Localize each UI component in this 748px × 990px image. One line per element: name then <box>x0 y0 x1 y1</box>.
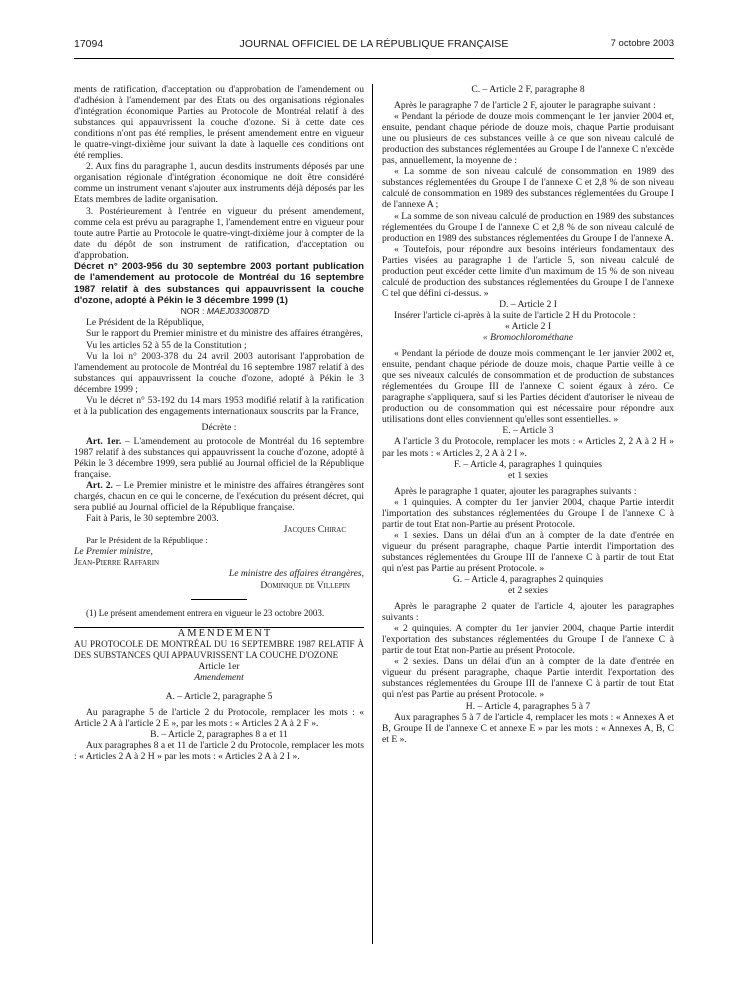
paragraph: Aux paragraphes 5 à 7 de l'article 4, remplacer les mots : « Annexes A et B, Groupe II de l'annexe C et annexe E » par les mots : « Annexes A, B, C et E ». <box>382 711 674 745</box>
left-column <box>74 84 364 762</box>
paragraph: 2. Aux fins du paragraphe 1, aucun desdits instruments déposés par une organisation régionale d'intégration économique ne doit être considéré comme un instrument venant s'ajouter aux instruments déjà déposés par les Etats membres de ladite organisation. <box>74 161 364 206</box>
paragraph: Le Président de la République, <box>86 317 205 329</box>
paragraph: Aux paragraphes 8 a et 11 de l'article 2 du Protocole, remplacer les mots : « Articles 2 A à 2 H » par les mots : « Articles 2 A à 2 I ». <box>74 740 364 763</box>
article-heading: Article 1er <box>198 660 240 672</box>
decrete-heading: Décrète : <box>201 421 237 433</box>
decree-title: Décret n° 2003-956 du 30 septembre 2003 portant publication de l'amendement au protocole de Montréal du 16 septembre 1987 relatif à des substances qui appauvrissent la couche d'ozone, adopté à Pékin le 3 décembre 1999 (1) <box>74 260 364 306</box>
section-heading: F. – Article 4, paragraphes 1 quinquies <box>454 458 602 470</box>
section-heading-cont: et 2 sexies <box>508 585 548 597</box>
premier-ministre-label: Le Premier ministre, <box>74 546 153 558</box>
paragraph: « Toutefois, pour répondre aux besoins intérieurs fondamentaux des Parties visées au paragraphe 1 de l'article 5, son niveau calculé de production peut excéder cette limite d'un maximum de 15 % de son niveau calculé de production des substances réglementées du Groupe I de l'annexe C tel que défini ci-dessus. » <box>382 243 674 299</box>
paragraph: « 1 sexies. Dans un délai d'un an à compter de la date d'entrée en vigueur du présent paragraphe, chaque Partie interdit l'importation des substances réglementées du Groupe III de l'annexe C à partir de tout Etat qui n'est pas Partie au présent Protocole. » <box>382 529 674 574</box>
paragraph: « 1 quinquies. A compter du 1er janvier 2004, chaque Partie interdit l'importation des substances réglementées du Groupe I de l'annexe C à partir de tout Etat non-Partie au présent Protocole. <box>382 496 674 530</box>
section-heading: B. – Article 2, paragraphes 8 a et 11 <box>150 728 288 740</box>
page-header <box>74 38 674 54</box>
right-column <box>382 84 674 745</box>
paragraph: « Pendant la période de douze mois commençant le 1er janvier 2002 et, ensuite, pendant chaque période de douze mois, chaque Partie veille à ce que ses niveaux calculés de consommation et de production de substances réglementées du Groupe III de l'annexe C soient égaux à zéro. Ce paragraphe s'appliquera, sauf si les Parties décident d'autoriser le niveau de production ou de consommation qui est nécessaire pour répondre aux utilisations dont elles conviennent qu'elles sont essentielles. » <box>382 348 674 426</box>
section-heading: C. – Article 2 F, paragraphe 8 <box>471 84 585 95</box>
section-heading-cont: et 1 sexies <box>508 469 548 481</box>
paragraph: Après le paragraphe 1 quater, ajouter les paragraphes suivants : <box>394 485 637 497</box>
column-divider <box>372 84 373 944</box>
paragraph: Au paragraphe 5 de l'article 2 du Protocole, remplacer les mots : « Article 2 A à l'article 2 E », par les mots : « Articles 2 A à 2 F ». <box>74 706 364 729</box>
nor-label: NOR : <box>180 306 205 317</box>
section-heading: E. – Article 3 <box>502 425 554 437</box>
nor-code: MAEJ0330087D <box>206 306 270 317</box>
paragraph: Sur le rapport du Premier ministre et du ministre des affaires étrangères, <box>86 328 363 340</box>
paragraph: « 2 sexies. Dans un délai d'un an à compter de la date d'entrée en vigueur du présent paragraphe, chaque Partie interdit l'exportation des substances réglementées du Groupe III de l'annexe C à partir de tout Etat qui n'est pas Partie au présent Protocole. » <box>382 656 674 701</box>
paragraph: ments de ratification, d'acceptation ou d'approbation de l'amendement ou d'adhésion à l'amendement par des Etats ou des organisations régionales d'intégration économique Parties au Protocole de Montréal relatif à des substances qui appauvrissent la couche d'ozone. Si à cette date ces conditions n'ont pas été remplies, le présent amendement entre en vigueur le quatre-vingt-dixième jour suivant la date à laquelle ces conditions ont été remplies. <box>74 84 364 162</box>
section-heading: A. – Article 2, paragraphe 5 <box>165 690 273 702</box>
article-subtitle: « Bromochlorométhane <box>482 332 574 344</box>
page-number: 17094 <box>74 38 104 50</box>
paragraph: « Pendant la période de douze mois commençant le 1er janvier 2004 et, ensuite, pendant chaque période de douze mois, chaque Partie produisant une ou plusieurs de ces substances veille à ce que son niveau calculé de production des substances réglementées au Groupe I de l'annexe C n'excède pas, annuellement, la moyenne de : <box>382 111 674 167</box>
issue-date: 7 octobre 2003 <box>610 38 674 49</box>
article-1 <box>74 436 364 480</box>
amendement-title: AMENDEMENT <box>177 627 273 639</box>
article-text: – Le Premier ministre et le ministre des affaires étrangères sont chargés, chacun en ce qui le concerne, de l'exécution du présent décret, qui sera publié au Journal officiel de la République française. <box>74 480 365 514</box>
amendement-italic: Amendement <box>194 671 244 683</box>
article-label: Art. 2. <box>86 480 113 492</box>
paragraph: Vu la loi n° 2003-378 du 24 avril 2003 autorisant l'approbation de l'amendement au protocole de Montréal du 16 septembre 1987 relatif à des substances qui appauvrissent la couche d'ozone, adopté à Pékin le 3 décembre 1999 ; <box>74 350 364 395</box>
paragraph: « La somme de son niveau calculé de consommation en 1989 des substances réglementées du Groupe I de l'annexe C et 2,8 % de son niveau calculé de consommation en 1989 des substances réglementées du Groupe I de l'annexe A ; <box>382 166 674 211</box>
article-label: Art. 1er. <box>86 435 122 447</box>
footnote-rule <box>191 599 247 600</box>
paragraph: Par le Président de la République : <box>86 535 208 546</box>
section-heading: H. – Article 4, paragraphes 5 à 7 <box>465 700 591 712</box>
paragraph: A l'article 3 du Protocole, remplacer les mots : « Articles 2, 2 A à 2 H » par les mots : « Articles 2, 2 A à 2 I ». <box>382 436 674 459</box>
paragraph: Vu les articles 52 à 55 de la Constitution ; <box>86 339 247 351</box>
section-heading: G. – Article 4, paragraphes 2 quinquies <box>452 574 604 586</box>
signature-chirac: Jacques Chirac <box>283 524 346 536</box>
article-text: – L'amendement au protocole de Montréal du 16 septembre 1987 relatif à des substances qui appauvrissent la couche d'ozone, adopté à Pékin le 3 décembre 1999, sera publié au Journal officiel de la République française. <box>74 435 364 481</box>
paragraph: Après le paragraphe 2 quater de l'article 4, ajouter les paragraphes suivants : <box>382 601 674 624</box>
footnote: (1) Le présent amendement entrera en vigueur le 23 octobre 2003. <box>86 607 325 618</box>
article-2 <box>74 480 364 513</box>
ministre-label: Le ministre des affaires étrangères, <box>228 568 364 580</box>
paragraph: « 2 quinquies. A compter du 1er janvier 2004, chaque Partie interdit l'exportation des substances réglementées du Groupe I de l'annexe C à partir de tout Etat non-Partie au présent Protocole. <box>382 623 674 657</box>
article-heading: « Article 2 I <box>504 320 552 332</box>
paragraph: 3. Postérieurement à l'entrée en vigueur du présent amendement, comme cela est prévu au paragraphe 1, l'amendement entre en vigueur pour toute autre Partie au Protocole le quatre-vingt-dixième jour à compter de la date du dépôt de son instrument de ratification, d'acceptation ou d'approbation. <box>74 205 364 261</box>
signature-raffarin: Jean-Pierre Raffarin <box>74 557 160 569</box>
amendement-subtitle: AU PROTOCOLE DE MONTRÉAL DU 16 SEPTEMBRE 1987 RELATIF À DES SUBSTANCES QUI APPAUVRISSENT LA COUCHE D'OZONE <box>74 638 364 660</box>
nor-reference <box>74 306 364 317</box>
header-rule <box>74 58 674 59</box>
paragraph: Insérer l'article ci-après à la suite de l'article 2 H du Protocole : <box>394 309 636 321</box>
signature-villepin: Dominique de Villepin <box>260 579 350 591</box>
journal-title: JOURNAL OFFICIEL DE LA RÉPUBLIQUE FRANÇAISE <box>239 38 509 50</box>
paragraph: Après le paragraphe 7 de l'article 2 F, ajouter le paragraphe suivant : <box>394 100 656 112</box>
paragraph: Fait à Paris, le 30 septembre 2003. <box>86 513 219 525</box>
paragraph: Vu le décret n° 53-192 du 14 mars 1953 modifié relatif à la ratification et à la publication des engagements internationaux souscrits par la France, <box>74 394 364 417</box>
paragraph: « La somme de son niveau calculé de production en 1989 des substances réglementées du Groupe I de l'annexe C et 2,8 % de son niveau calculé de production en 1989 des substances réglementées du Groupe I de l'annexe A. <box>382 210 674 244</box>
section-heading: D. – Article 2 I <box>499 298 557 310</box>
